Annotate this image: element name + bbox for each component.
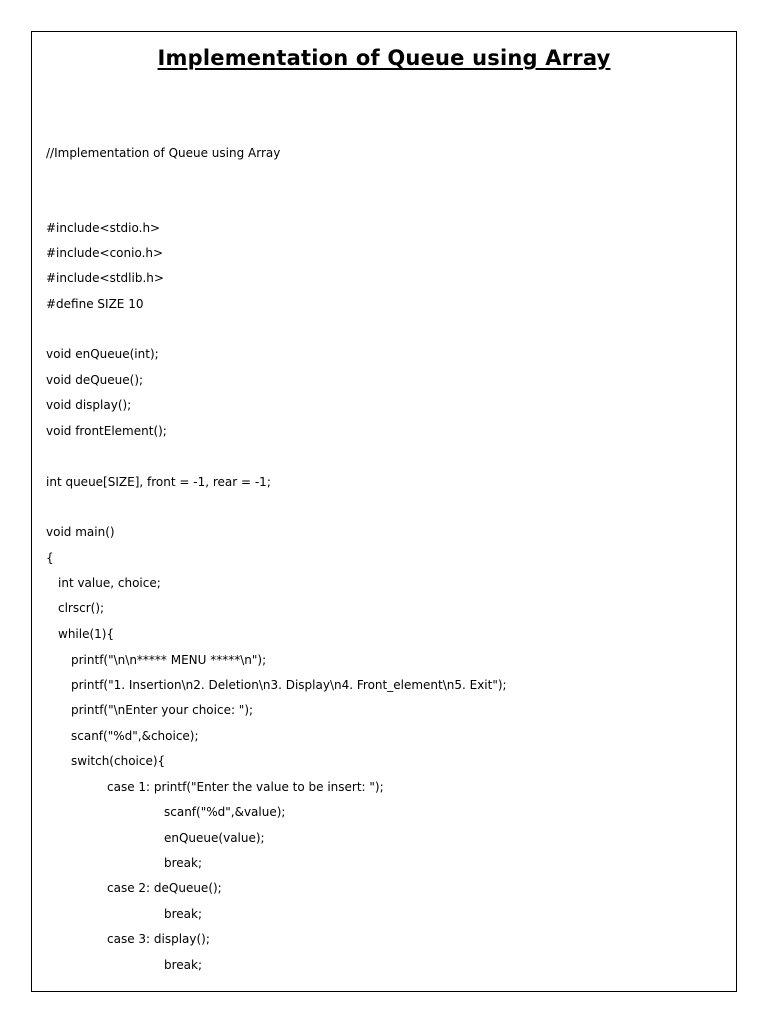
code-break-3: break; (164, 958, 203, 972)
code-main-signature: void main() (46, 525, 115, 539)
code-printf-menu: printf("\n\n***** MENU *****\n"); (71, 653, 267, 667)
code-clrscr: clrscr(); (58, 601, 105, 615)
code-proto-enqueue: void enQueue(int); (46, 347, 159, 361)
code-global-vars: int queue[SIZE], front = -1, rear = -1; (46, 475, 271, 489)
code-case-1: case 1: printf("Enter the value to be insert: "); (107, 780, 384, 794)
code-include-stdlib: #include<stdlib.h> (46, 271, 164, 285)
code-case-2: case 2: deQueue(); (107, 881, 222, 895)
code-comment-line: //Implementation of Queue using Array (46, 146, 281, 160)
document-title: Implementation of Queue using Array (157, 46, 611, 70)
code-include-conio: #include<conio.h> (46, 246, 164, 260)
page-border (31, 31, 737, 992)
code-proto-display: void display(); (46, 398, 132, 412)
code-scanf-choice: scanf("%d",&choice); (71, 729, 199, 743)
code-case-3: case 3: display(); (107, 932, 210, 946)
code-local-vars: int value, choice; (58, 576, 161, 590)
code-include-stdio: #include<stdio.h> (46, 221, 161, 235)
code-break-1: break; (164, 856, 203, 870)
code-proto-front-element: void frontElement(); (46, 424, 167, 438)
code-proto-dequeue: void deQueue(); (46, 373, 144, 387)
code-printf-choice: printf("\nEnter your choice: "); (71, 703, 254, 717)
code-printf-options: printf("1. Insertion\n2. Deletion\n3. Display\n4. Front_element\n5. Exit"); (71, 678, 507, 692)
code-open-brace: { (46, 551, 54, 565)
code-enqueue-call: enQueue(value); (164, 831, 265, 845)
code-switch: switch(choice){ (71, 754, 166, 768)
code-scanf-value: scanf("%d",&value); (164, 805, 286, 819)
code-break-2: break; (164, 907, 203, 921)
code-while-loop: while(1){ (58, 627, 115, 641)
code-define-size: #define SIZE 10 (46, 297, 144, 311)
